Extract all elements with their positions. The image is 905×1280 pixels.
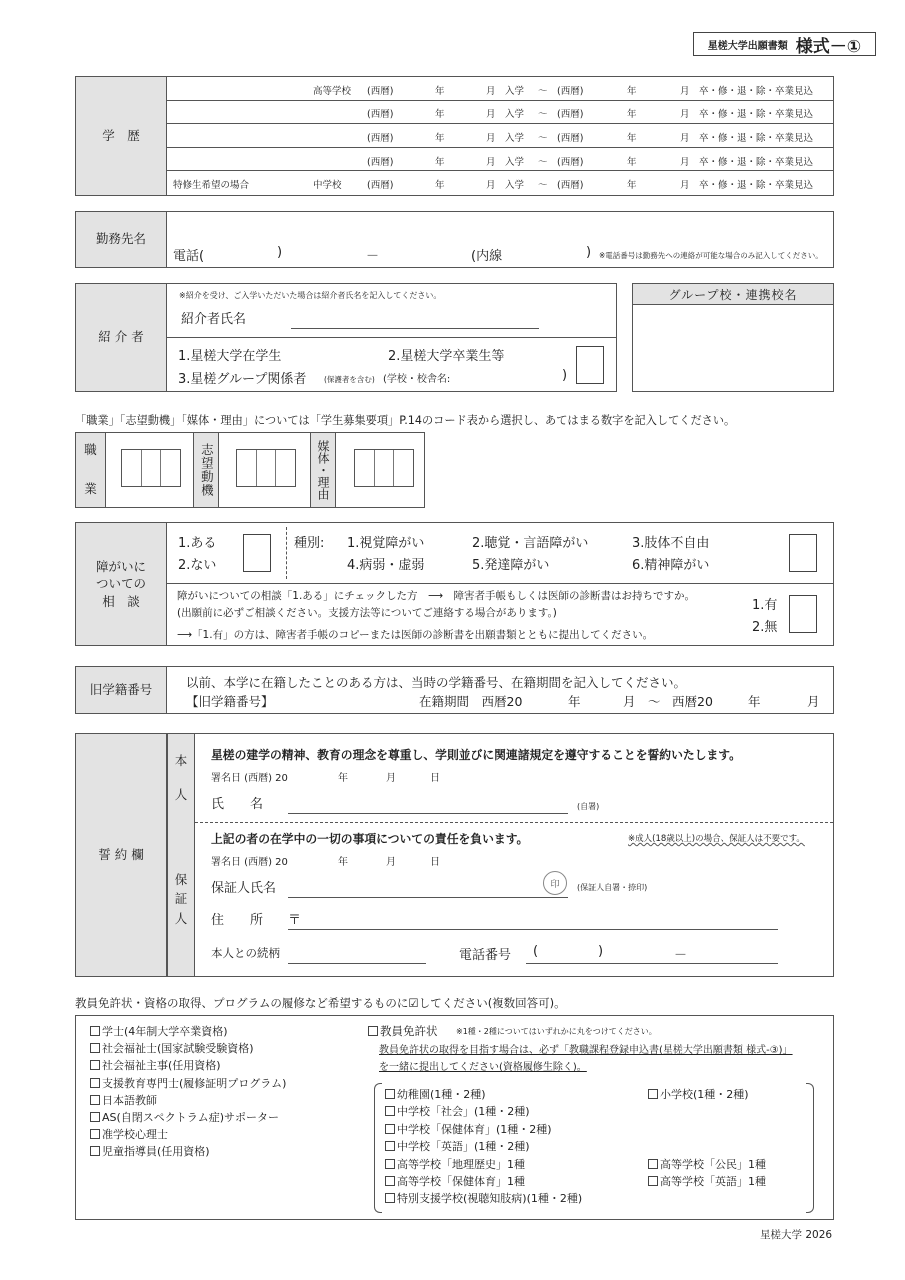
status-options: 卒・修・退・除・卒業見込: [699, 180, 814, 192]
period-label: 在籍期間 西暦20: [419, 694, 523, 709]
type-1: 1.視覚障がい: [347, 536, 425, 551]
era-label-2: (西暦): [557, 132, 584, 144]
referral-option-3: 3.星槎グループ関係者: [178, 372, 307, 387]
education-row[interactable]: [167, 77, 833, 101]
period-year-2: 年: [748, 694, 761, 709]
checkbox[interactable]: [648, 1089, 658, 1099]
certificate-box[interactable]: [789, 595, 817, 633]
guarantor-phone-open: (: [533, 944, 539, 959]
self-sign-note: (自署): [577, 802, 600, 811]
guarantor-name-line[interactable]: [288, 897, 568, 898]
period-month: 月: [623, 694, 636, 709]
phone-paren-close: ): [277, 245, 283, 260]
disability-no: 2.ない: [178, 558, 217, 573]
checkbox[interactable]: [385, 1089, 395, 1099]
era-label-2: (西暦): [557, 85, 584, 97]
guarantor-date-year: 年: [338, 857, 348, 868]
education-row[interactable]: [167, 101, 833, 125]
phone-dash: －: [366, 249, 380, 264]
year-label: 年: [435, 180, 445, 192]
license-option-label: 准学校心理士: [102, 1128, 168, 1142]
referral-option-3-note: (保護者を含む): [324, 375, 375, 384]
type-4: 4.病弱・虚弱: [347, 558, 425, 573]
license-option-label: 支援教育専門士(履修証明プログラム): [102, 1076, 287, 1090]
guarantor-phone-dash: －: [674, 948, 688, 963]
guarantor-phone-label: 電話番号: [459, 948, 512, 963]
former-number-label: 旧学籍番号: [76, 667, 167, 713]
self-name-label: 氏 名: [211, 797, 264, 812]
referral-option-1: 1.星槎大学在学生: [178, 349, 282, 364]
checkbox[interactable]: [385, 1106, 395, 1116]
pledge-label: 誓 約 欄: [76, 734, 167, 976]
school-name-close: ): [562, 368, 568, 383]
former-number-section: [75, 666, 834, 714]
license-option[interactable]: [90, 1023, 286, 1040]
status-options: 卒・修・退・除・卒業見込: [699, 109, 814, 121]
era-label: (西暦): [367, 156, 394, 168]
teacher-license-note: ※1種・2種についてはいずれかに丸をつけてください。: [456, 1027, 657, 1036]
motive-label: 志望動機: [193, 433, 219, 507]
education-section: [75, 76, 834, 196]
checkbox[interactable]: [90, 1026, 100, 1036]
checkbox[interactable]: [90, 1112, 100, 1122]
disability-section: [75, 522, 834, 646]
form-header: [693, 32, 876, 56]
course-option-label: 中学校「保健体育」(1種・2種): [397, 1122, 552, 1136]
license-option-label: 児童指導員(任用資格): [102, 1145, 210, 1159]
course-option-label: 小学校(1種・2種): [660, 1088, 749, 1101]
teacher-license-option[interactable]: 教員免許状: [368, 1023, 438, 1039]
month-out-label: 月: [680, 109, 690, 121]
guarantor-label: 保 証 人: [167, 822, 195, 976]
school-type: 中学校: [313, 180, 342, 192]
workplace-section: [75, 211, 834, 268]
year-label: 年: [435, 132, 445, 144]
code-note: 「職業」「志望動機」「媒体・理由」については「学生募集要項」P.14のコード表から選択し、あてはまる数字を記入してください。: [75, 414, 736, 427]
course-option-label: 中学校「社会」(1種・2種): [397, 1105, 530, 1119]
relation-label: 本人との続柄: [211, 946, 280, 960]
era-label: (西暦): [367, 85, 394, 97]
era-label-2: (西暦): [557, 180, 584, 192]
education-row[interactable]: [167, 148, 833, 172]
checkbox[interactable]: [90, 1043, 100, 1053]
license-option-label: 日本語教師: [102, 1093, 157, 1107]
group-school-label: グループ校・連携校名: [633, 284, 833, 305]
status-options: 卒・修・退・除・卒業見込: [699, 156, 814, 168]
job-code-box[interactable]: [121, 449, 181, 487]
period-era-2: 西暦20: [672, 694, 713, 709]
disability-type-box[interactable]: [789, 534, 817, 572]
checkbox[interactable]: [385, 1141, 395, 1151]
checkbox[interactable]: [385, 1159, 395, 1169]
referral-option-2: 2.星槎大学卒業生等: [388, 349, 505, 364]
education-row[interactable]: [167, 124, 833, 148]
course-option-label: 高等学校「公民」1種: [660, 1157, 766, 1171]
course-option-label: 幼稚園(1種・2種): [397, 1088, 486, 1101]
disability-line-3: ⟶「1.有」の方は、障害者手帳のコピーまたは医師の診断書を出願書類とともに提出してください。: [177, 629, 654, 641]
self-date-label: 署名日 (西暦) 20: [211, 773, 288, 784]
checkbox[interactable]: [90, 1078, 100, 1088]
type-5: 5.発達障がい: [472, 558, 550, 573]
postal-mark: 〒: [288, 913, 302, 928]
course-option[interactable]: [385, 1138, 582, 1155]
status-options: 卒・修・退・除・卒業見込: [699, 132, 814, 144]
teacher-license-line-1: 教員免許状の取得を目指す場合は、必ず「教職課程登録申込書(星槎大学出願書類 様式-③)」: [379, 1045, 793, 1056]
teacher-license-line-2: を一緒に提出してください(資格履修生除く)。: [379, 1062, 587, 1073]
referral-note: ※紹介を受け、ご入学いただいた場合は紹介者氏名を記入してください。: [179, 291, 442, 300]
guarantor-date-label: 署名日 (西暦) 20: [211, 857, 288, 868]
month-out-label: 月: [680, 180, 690, 192]
enter-label: 入学: [505, 180, 525, 192]
former-number-label-inline: 【旧学籍番号】: [186, 694, 274, 709]
job-label: 職 業: [76, 433, 106, 507]
status-options: 卒・修・退・除・卒業見込: [699, 85, 814, 97]
checkbox[interactable]: [385, 1124, 395, 1134]
education-label: 学 歴: [76, 77, 167, 195]
guarantor-date-day: 日: [430, 857, 440, 868]
self-label: 本 人: [167, 734, 195, 822]
doc-type: 星槎大学出願書類: [707, 40, 788, 52]
course-option[interactable]: [648, 1086, 749, 1102]
course-option[interactable]: [385, 1121, 582, 1138]
month-in-label: 月: [486, 132, 496, 144]
ext-close: ): [586, 245, 592, 260]
group-school-section: [632, 283, 834, 392]
course-option-label: 中学校「英語」(1種・2種): [397, 1140, 530, 1154]
month-in-label: 月: [486, 156, 496, 168]
referral-label: 紹 介 者: [76, 284, 167, 391]
tilde: ～: [538, 156, 548, 168]
code-section: [75, 432, 425, 508]
disability-line-1: 障がいについての相談「1.ある」にチェックした方 ⟶ 障害者手帳もしくは医師の診断書はお持ちですか。: [177, 590, 695, 602]
course-option-label: 高等学校「英語」1種: [660, 1175, 766, 1188]
course-option[interactable]: [648, 1156, 766, 1172]
year-label: 年: [435, 109, 445, 121]
course-option[interactable]: [385, 1156, 582, 1173]
self-pledge-text: 星槎の建学の精神、教育の理念を尊重し、学則並びに関連諸規定を遵守することを誓約いたします。: [211, 748, 741, 762]
guarantor-sign-note: (保証人自署・捺印): [577, 883, 648, 892]
license-option-label: 社会福祉士(国家試験受験資格): [102, 1042, 254, 1056]
checkbox[interactable]: [648, 1159, 658, 1169]
checkbox[interactable]: [90, 1129, 100, 1139]
checkbox[interactable]: [385, 1193, 395, 1203]
phone-note: ※電話番号は勤務先への連絡が可能な場合のみ記入してください。: [599, 251, 823, 260]
tilde: ～: [538, 85, 548, 97]
guarantor-date-month: 月: [386, 857, 396, 868]
license-section: [75, 1015, 834, 1220]
footer: 星槎大学 2026: [760, 1229, 833, 1241]
self-date-year: 年: [338, 773, 348, 784]
year-label-2: 年: [627, 109, 637, 121]
former-line-1: 以前、本学に在籍したことのある方は、当時の学籍番号、在籍期間を記入してください。: [186, 675, 687, 690]
form-label: 様式－①: [795, 36, 862, 57]
enter-label: 入学: [505, 109, 525, 121]
guarantor-phone-line[interactable]: [526, 963, 778, 964]
month-out-label: 月: [680, 156, 690, 168]
course-option[interactable]: [385, 1190, 582, 1207]
license-intro: 教員免許状・資格の取得、プログラムの履修など希望するものに☑してください(複数回答可)。: [75, 996, 566, 1010]
seal-mark: 印: [543, 871, 567, 895]
type-6: 6.精神障がい: [632, 558, 710, 573]
self-date-month: 月: [386, 773, 396, 784]
era-label: (西暦): [367, 132, 394, 144]
license-option[interactable]: [90, 1143, 286, 1160]
license-option[interactable]: [90, 1092, 286, 1109]
guarantor-name-label: 保証人氏名: [211, 881, 277, 896]
checkbox[interactable]: [385, 1176, 395, 1186]
period-year: 年: [568, 694, 581, 709]
tilde: ～: [538, 109, 548, 121]
course-option[interactable]: [385, 1103, 582, 1120]
checkbox[interactable]: [90, 1060, 100, 1070]
tilde: ～: [538, 132, 548, 144]
era-label: (西暦): [367, 109, 394, 121]
type-2: 2.聴覚・言語障がい: [472, 536, 589, 551]
course-option[interactable]: [385, 1173, 582, 1190]
month-in-label: 月: [486, 85, 496, 97]
checkbox[interactable]: [648, 1176, 658, 1186]
self-name-line[interactable]: [288, 813, 568, 814]
license-option-label: 社会福祉主事(任用資格): [102, 1059, 221, 1073]
address-line[interactable]: [288, 929, 778, 930]
month-in-label: 月: [486, 180, 496, 192]
license-option[interactable]: [90, 1057, 286, 1074]
referral-code-box[interactable]: [576, 346, 604, 384]
era-label: (西暦): [367, 180, 394, 192]
row-left-label: 特修生希望の場合: [173, 180, 250, 192]
no-certificate: 2.無: [752, 620, 778, 635]
education-row[interactable]: [167, 171, 833, 195]
address-label: 住 所: [211, 913, 264, 928]
period-month-2: 月: [807, 694, 820, 709]
disability-label: 障がいに ついての 相 談: [76, 523, 167, 645]
referral-section: [75, 283, 617, 392]
license-option[interactable]: [90, 1109, 286, 1126]
year-label: 年: [435, 85, 445, 97]
license-option[interactable]: [90, 1126, 286, 1143]
school-name-label: (学校・校舎名:: [383, 374, 451, 385]
course-bracket-left: [374, 1083, 382, 1213]
year-label: 年: [435, 156, 445, 168]
license-option[interactable]: [90, 1075, 286, 1092]
disability-line-2: (出願前に必ずご相談ください。支援方法等についてご連絡する場合があります。): [177, 607, 557, 619]
era-label-2: (西暦): [557, 156, 584, 168]
media-label: 媒体・理由: [310, 433, 336, 507]
guarantor-phone-close: ): [598, 944, 604, 959]
guarantor-note: ※成人(18歳以上)の場合、保証人は不要です。: [628, 834, 805, 844]
ext-label: (内線: [471, 249, 503, 264]
enter-label: 入学: [505, 132, 525, 144]
year-label-2: 年: [627, 156, 637, 168]
year-label-2: 年: [627, 132, 637, 144]
has-certificate: 1.有: [752, 598, 778, 613]
enter-label: 入学: [505, 156, 525, 168]
enter-label: 入学: [505, 85, 525, 97]
course-bracket-right: [806, 1083, 814, 1213]
referrer-name-line[interactable]: [291, 328, 539, 329]
school-type: 高等学校: [313, 85, 352, 97]
pledge-section: [75, 733, 834, 977]
self-date-day: 日: [430, 773, 440, 784]
license-option-label: AS(自閉スペクトラム症)サポーター: [102, 1110, 279, 1124]
course-option-label: 特別支援学校(視聴知肢病)(1種・2種): [397, 1192, 583, 1206]
course-option[interactable]: [648, 1173, 766, 1189]
disability-box[interactable]: [243, 534, 271, 572]
year-label-2: 年: [627, 85, 637, 97]
type-label: 種別:: [294, 536, 325, 551]
era-label-2: (西暦): [557, 109, 584, 121]
month-in-label: 月: [486, 109, 496, 121]
disability-yes: 1.ある: [178, 536, 217, 551]
course-option-label: 高等学校「保健体育」1種: [397, 1174, 525, 1188]
phone-label: 電話(: [173, 249, 205, 264]
course-option-label: 高等学校「地理歴史」1種: [397, 1157, 525, 1171]
workplace-label: 勤務先名: [76, 212, 167, 267]
month-out-label: 月: [680, 132, 690, 144]
media-code-box[interactable]: [354, 449, 414, 487]
license-option-label: 学士(4年制大学卒業資格): [102, 1025, 228, 1038]
relation-line[interactable]: [288, 963, 426, 964]
tilde: ～: [538, 180, 548, 192]
type-3: 3.肢体不自由: [632, 536, 710, 551]
motive-code-box[interactable]: [236, 449, 296, 487]
period-tilde: ～: [648, 694, 661, 709]
year-label-2: 年: [627, 180, 637, 192]
license-option[interactable]: [90, 1040, 286, 1057]
checkbox[interactable]: [90, 1146, 100, 1156]
checkbox[interactable]: [90, 1095, 100, 1105]
referrer-name-label: 紹介者氏名: [181, 312, 247, 327]
month-out-label: 月: [680, 85, 690, 97]
course-option[interactable]: [385, 1086, 582, 1103]
guarantor-pledge-text: 上記の者の在学中の一切の事項についての責任を負います。: [211, 832, 529, 846]
